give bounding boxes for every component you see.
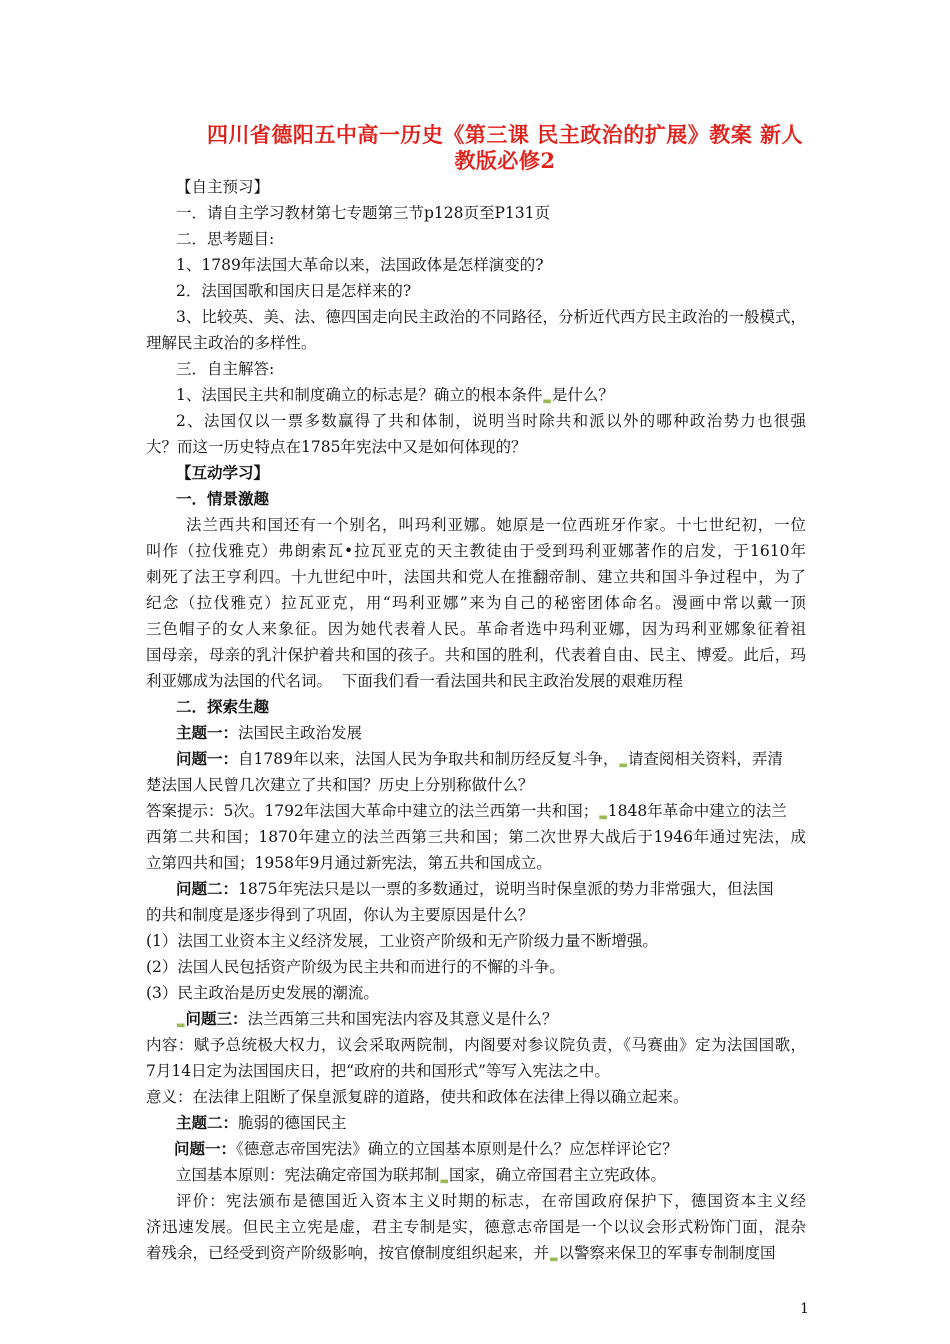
edit-mark-icon: ▬ (542, 396, 552, 408)
section-heading-interactive: 【互动学习】 (176, 463, 270, 482)
reason-2: (2）法国人民包括资产阶级为民主共和而进行的不懈的斗争。 (146, 958, 565, 976)
t1-answer-1-line-2: 西第二共和国；1870年建立的法兰西第三共和国；第二次世界大战后于1946年通过宪法，成 (146, 828, 806, 846)
reason-3: (3）民主政治是历史发展的潮流。 (146, 984, 379, 1002)
t1-question-2-text: 1875年宪法只是以一票的多数通过，说明当时保皇派的势力非常强大，但法国 (238, 880, 774, 898)
evaluation-line-3 (146, 1241, 806, 1272)
preview-step-3: 三．自主解答: (176, 360, 275, 378)
document-title (120, 122, 890, 174)
t1-question-1-text-b: 请查阅相关资料，弄清 (627, 750, 783, 768)
story-line-3: 刺死了法王亨利四。十九世纪中叶，法国共和党人在推翻帝制、建立共和国斗争过程中，为了 (146, 568, 806, 586)
story-line-7: 利亚娜成为法国的代名词。 下面我们看一看法国共和民主政治发展的艰难历程 (146, 672, 683, 690)
t2-question-1 (174, 1137, 834, 1161)
section-heading-preview: 【自主预习】 (176, 178, 270, 196)
t1-question-1-text-a: 自1789年以来，法国人民为争取共和制历经反复斗争， (238, 750, 619, 768)
edit-mark-icon: ▬ (549, 1254, 559, 1266)
principle-text-a: 立国基本原则：宪法确定帝国为联邦制 (176, 1166, 440, 1184)
t1-answer-1-text-b: 1848年革命中建立的法兰 (607, 802, 787, 820)
t1-question-1-line-2: 楚法国人民曾几次建立了共和国？历史上分别称做什么？ (146, 776, 534, 794)
t1-question-3-text: 法兰西第三共和国宪法内容及其意义是什么？ (247, 1010, 558, 1028)
preview-step-1: 一．请自主学习教材第七专题第三节p128页至P131页 (176, 204, 551, 222)
content-line-2: 7月14日定为法国国庆日，把“政府的共和国形式”等写入宪法之中。 (146, 1062, 610, 1080)
subheading-explore: 二．探索生趣 (176, 697, 270, 716)
theme-1-label: 主题一： (176, 723, 239, 742)
evaluation-line-1: 评价：宪法颁布是德国近入资本主义时期的标志，在帝国政府保护下，德国资本主义经 (176, 1192, 806, 1210)
answer-1-part-a: 1、法国民主共和制度确立的标志是？确立的根本条件 (176, 386, 543, 404)
content-line-1: 内容：赋予总统极大权力，议会采取两院制，内阁要对参议院负责，《马赛曲》定为法国国歌， (146, 1036, 806, 1054)
edit-mark-icon: ▬ (176, 1020, 186, 1032)
theme-2-label: 主题二： (176, 1113, 239, 1132)
t1-question-1-label: 问题一： (176, 749, 239, 768)
theme-2-text: 脆弱的德国民主 (238, 1114, 347, 1132)
t2-question-1-label: 问题一： (174, 1139, 237, 1158)
t1-answer-1-text-a: 答案提示：5次。1792年法国大革命中建立的法兰西第一共和国； (146, 802, 599, 820)
evaluation-line-3-a: 着残余，已经受到资产阶级影响，按官僚制度组织起来，并 (146, 1244, 550, 1262)
theme-2 (176, 1111, 806, 1135)
theme-1 (176, 721, 806, 745)
preview-step-2: 二．思考题目: (176, 230, 275, 248)
subheading-scenario: 一．情景激趣 (176, 489, 270, 508)
answer-1-part-b: 是什么？ (551, 386, 614, 404)
page-number: 1 (800, 1301, 809, 1317)
story-line-4: 纪念（拉伐雅克）拉瓦亚克，用“玛利亚娜”来为自己的秘密团体命名。漫画中常以戴一顶 (146, 594, 806, 612)
t1-question-2-label: 问题二： (176, 879, 239, 898)
evaluation-line-2: 济迅速发展。但民主立宪是虚，君主专制是实，德意志帝国是一个以议会形式粉饰门面，混杂 (146, 1218, 806, 1236)
t1-question-3-label: 问题三： (185, 1009, 248, 1028)
principle-text-b: 国家，确立帝国君主立宪政体。 (448, 1166, 666, 1184)
t2-question-1-text: 《德意志帝国宪法》确立的立国基本原则是什么？应怎样评论它？ (236, 1140, 678, 1158)
significance: 意义：在法律上阻断了保皇派复辟的道路，使共和政体在法律上得以确立起来。 (146, 1088, 689, 1106)
question-2: 2．法国国歌和国庆日是怎样来的? (176, 282, 412, 300)
theme-1-text: 法国民主政治发展 (238, 724, 363, 742)
t1-question-2-line-2: 的共和制度是逐步得到了巩固，你认为主要原因是什么？ (146, 906, 534, 924)
story-line-2: 叫作（拉伐雅克）弗朗索瓦•拉瓦亚克的天主教徒由于受到玛利亚娜著作的启发，于1610年 (146, 542, 806, 560)
question-3-line-1: 3、比较英、美、法、德四国走向民主政治的不同路径，分析近代西方民主政治的一般模式， (176, 308, 806, 326)
answer-2-line-2: 大？而这一历史特点在1785年宪法中又是如何体现的？ (146, 438, 527, 456)
story-line-5: 三色帽子的女人来象征。因为她代表着人民。革命者选中玛利亚娜，因为玛利亚娜象征着祖 (146, 620, 806, 638)
edit-mark-icon: ▬ (439, 1176, 449, 1188)
title-line-1: 四川省德阳五中高一历史《第三课 民主政治的扩展》教案 新人 (206, 122, 804, 147)
story-line-6: 国母亲，母亲的乳汁保护着共和国的孩子。共和国的胜利，代表着自由、民主、博爱。此后，玛 (146, 646, 806, 664)
t1-answer-1-line-3: 立第四共和国；1958年9月通过新宪法，第五共和国成立。 (146, 854, 552, 872)
title-line-2: 教版必修2 (454, 148, 556, 173)
t1-question-2-line-1 (176, 877, 806, 901)
question-3-line-2: 理解民主政治的多样性。 (146, 334, 317, 352)
story-line-1: 法兰西共和国还有一个别名，叫玛利亚娜。她原是一位西班牙作家。十七世纪初，一位 (186, 516, 806, 534)
reason-1: (1）法国工业资本主义经济发展，工业资产阶级和无产阶级力量不断增强。 (146, 932, 658, 950)
question-1: 1、1789年法国大革命以来，法国政体是怎样演变的? (176, 256, 544, 274)
answer-2-line-1: 2、法国仅以一票多数赢得了共和体制，说明当时除共和派以外的哪种政治势力也很强 (176, 412, 806, 430)
edit-mark-icon: ▬ (598, 812, 608, 824)
evaluation-line-3-b: 以警察来保卫的军事专制制度国 (558, 1244, 776, 1262)
edit-mark-icon: ▬ (618, 760, 628, 772)
